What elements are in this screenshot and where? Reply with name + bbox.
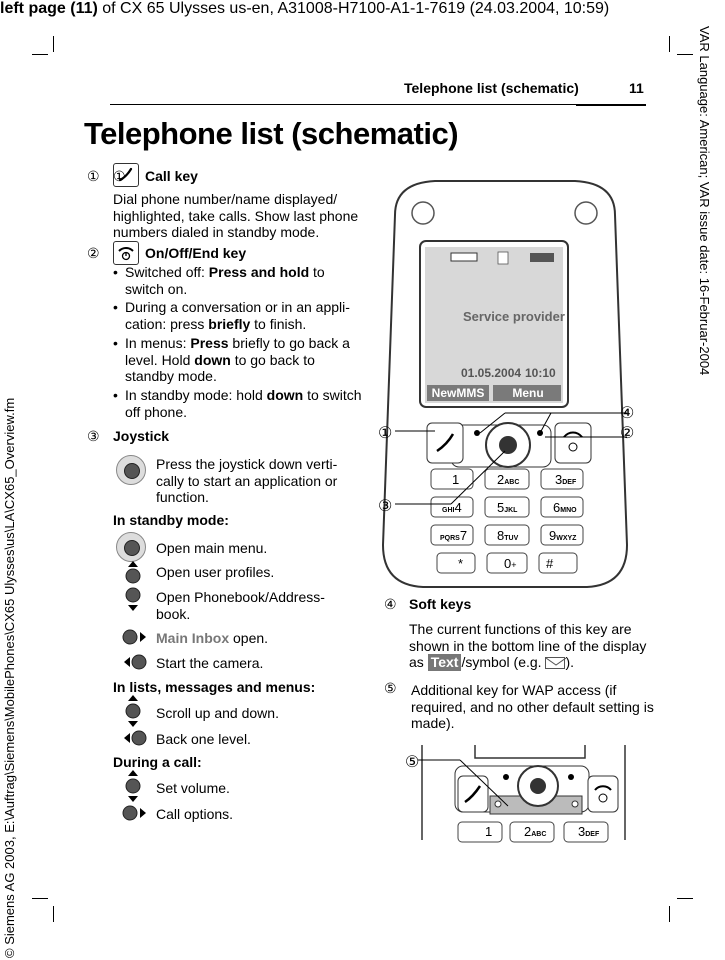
phone-date: 01.05.2004: [461, 366, 522, 380]
call-key-description: Dial phone number/name displayed/ highlighted, take calls. Show last phone numbers dialed in standby mode.: [113, 191, 359, 240]
page-number: 11: [629, 80, 644, 96]
item-number-1: ①: [87, 168, 100, 184]
bullet-switch-off: In standby mode: hold down to switch off phone.: [125, 387, 362, 420]
key-2-detail: 2ABC: [524, 824, 547, 839]
print-info: left page (11) of CX 65 Ulysses us-en, A31008-H7100-A1-1-7619 (24.03.2004, 10:59): [0, 0, 610, 17]
callout-5: ⑤: [405, 754, 420, 771]
service-provider-text: Service provider: [463, 309, 565, 324]
key-1-detail: 1: [485, 824, 493, 839]
callout-2: ②: [620, 425, 635, 442]
open-main-menu-text: Open main menu.: [156, 540, 268, 556]
phone-detail-illustration: [400, 740, 640, 850]
key-9: 9WXYZ: [549, 528, 577, 543]
callout-4: ④: [620, 405, 635, 422]
joystick-press-icon: [116, 532, 146, 562]
softkey-menu: Menu: [512, 386, 544, 400]
nav-right-icon: [120, 628, 150, 646]
key-1: 1: [452, 472, 460, 487]
crop-mark: [669, 36, 670, 52]
callout-3: ③: [378, 498, 393, 515]
wap-description: Additional key for WAP access (if required, and no other default setting is made).: [411, 682, 654, 731]
nav-down-icon: [124, 586, 142, 616]
end-key-icon: [113, 241, 139, 265]
header-rule-thick: [576, 104, 646, 106]
bullet-marker: •: [113, 299, 118, 315]
bullet-marker: •: [113, 264, 118, 280]
joystick-press-icon: [116, 455, 146, 485]
nav-up-down-icon: [124, 769, 142, 805]
joystick-label: Joystick: [113, 428, 170, 444]
key-6: 6MNO: [553, 500, 577, 515]
nav-left-icon: [120, 653, 150, 671]
key-7: PQRS7: [440, 528, 468, 543]
call-options-text: Call options.: [156, 806, 234, 822]
key-8: 8TUV: [497, 528, 519, 543]
item-number-3: ③: [87, 428, 100, 444]
item-number-2: ②: [87, 245, 100, 261]
bullet-switch-on: Switched off: Press and hold to switch on.: [125, 264, 325, 297]
callout-1: ①: [378, 425, 393, 442]
softkey-newmms: NewMMS: [431, 386, 485, 400]
back-level-text: Back one level.: [156, 731, 251, 747]
key-3-detail: 3DEF: [578, 824, 600, 839]
key-4: GHI4: [442, 500, 462, 515]
item-number-4: ④: [384, 596, 397, 612]
crop-mark: [677, 54, 693, 55]
var-language-note: VAR Language: American; VAR issue date: 16-Februar-2004: [697, 26, 712, 376]
start-camera-text: Start the camera.: [156, 655, 264, 671]
envelope-icon: [545, 657, 565, 669]
during-call-heading: During a call:: [113, 754, 202, 770]
nav-right-icon: [120, 804, 150, 822]
key-5: 5JKL: [497, 500, 518, 515]
phone-time: 10:10: [525, 366, 556, 380]
open-phonebook-text: Open Phonebook/Address- book.: [156, 589, 325, 622]
nav-left-icon: [120, 729, 150, 747]
scroll-text: Scroll up and down.: [156, 705, 279, 721]
crop-mark: [53, 36, 54, 52]
main-inbox-text: Main Inbox open.: [156, 630, 269, 646]
call-key-icon: [113, 163, 139, 187]
bullet-marker: •: [113, 335, 118, 351]
key-star: *: [458, 556, 464, 571]
item-number-5: ⑤: [384, 680, 397, 696]
key-3: 3DEF: [555, 472, 577, 487]
key-0: 0+: [504, 556, 517, 571]
bullet-marker: •: [113, 387, 118, 403]
softkeys-label: Soft keys: [409, 596, 472, 612]
set-volume-text: Set volume.: [156, 780, 230, 796]
end-key-label: On/Off/End key: [145, 245, 247, 261]
open-profiles-text: Open user profiles.: [156, 564, 275, 580]
standby-heading: In standby mode:: [113, 512, 229, 528]
key-hash: #: [546, 556, 554, 571]
crop-mark: [677, 898, 693, 899]
header-rule: [110, 104, 646, 105]
copyright-path: © Siemens AG 2003, E:\Auftrag\Siemens\MobilePhones\CX65 Ulysses\us\LA\CX65_Overview.fm: [2, 397, 17, 958]
page-title: Telephone list (schematic): [84, 116, 459, 151]
item-number: ①: [113, 168, 126, 184]
running-header-title: Telephone list (schematic): [404, 80, 579, 96]
key-2: 2ABC: [497, 472, 520, 487]
nav-up-down-icon: [124, 694, 142, 730]
bullet-finish: During a conversation or in an appli- cation: press briefly to finish.: [125, 299, 350, 332]
bullet-menus: In menus: Press briefly to go back a level. Hold down to go back to standby mode.: [125, 335, 350, 384]
crop-mark: [32, 54, 48, 55]
call-key-label: Call key: [145, 168, 198, 184]
crop-mark: [32, 898, 48, 899]
lists-heading: In lists, messages and menus:: [113, 679, 316, 695]
crop-mark: [53, 906, 54, 922]
joystick-press-description: Press the joystick down verti- cally to start an application or function.: [156, 456, 338, 505]
softkeys-description: The current functions of this key are shown in the bottom line of the display as Text /symbol (e.g. ).: [409, 621, 647, 670]
crop-mark: [669, 906, 670, 922]
